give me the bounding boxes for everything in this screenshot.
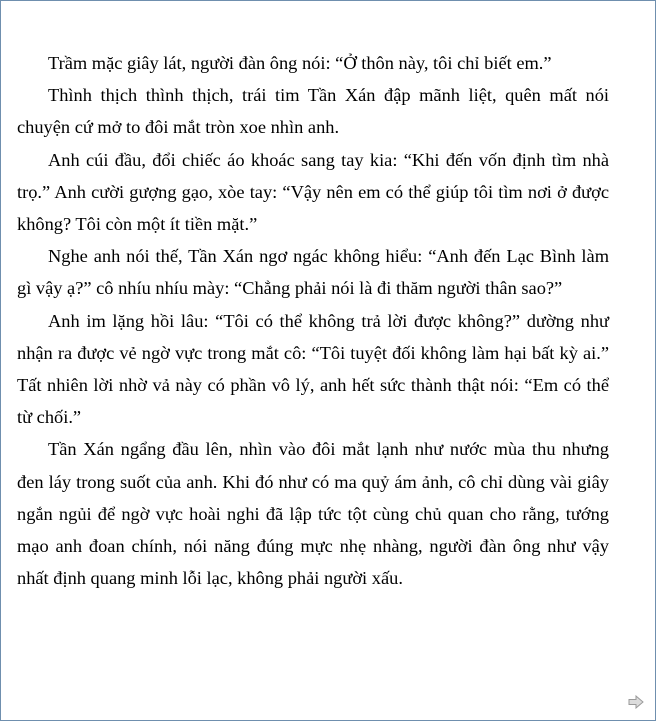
next-page-arrow-icon[interactable] bbox=[628, 695, 644, 709]
paragraph-2: Thình thịch thình thịch, trái tim Tần Xán đập mãnh liệt, quên mất nói chuyện cứ mở to đôi mắt tròn xoe nhìn anh. bbox=[17, 85, 609, 138]
paragraph-4: Nghe anh nói thế, Tần Xán ngơ ngác không hiểu: “Anh đến Lạc Bình làm gì vậy ạ?” cô nhíu nhíu mày: “Chẳng phải nói là đi thăm người thân sao?” bbox=[17, 246, 609, 299]
document-text-body bbox=[17, 47, 609, 594]
paragraph-3: Anh cúi đầu, đổi chiếc áo khoác sang tay kia: “Khi đến vốn định tìm nhà trọ.” Anh cười gượng gạo, xòe tay: “Vậy nên em có thể giúp tôi tìm nơi ở được không? Tôi còn một ít tiền mặt.” bbox=[17, 149, 609, 235]
paragraph-6: Tần Xán ngẩng đầu lên, nhìn vào đôi mắt lạnh như nước mùa thu nhưng đen láy trong suốt của anh. Khi đó như có ma quỷ ám ảnh, cô chỉ dùng vài giây ngắn ngủi để ngờ vực hoài nghi đã lập tức tột cùng chủ quan cho rằng, tướng mạo anh đoan chính, nói năng đúng mực nhẹ nhàng, người đàn ông như vậy nhất định quang minh lỗi lạc, không phải người xấu. bbox=[17, 439, 609, 589]
paragraph-1: Trầm mặc giây lát, người đàn ông nói: “Ở thôn này, tôi chỉ biết em.” bbox=[48, 53, 552, 73]
paragraph-5: Anh im lặng hồi lâu: “Tôi có thể không trả lời được không?” dường như nhận ra được vẻ ngờ vực trong mắt cô: “Tôi tuyệt đối không làm hại bất kỳ ai.” Tất nhiên lời nhờ vả này có phần vô lý, anh hết sức thành thật nói: “Em có thể từ chối.” bbox=[17, 310, 609, 428]
